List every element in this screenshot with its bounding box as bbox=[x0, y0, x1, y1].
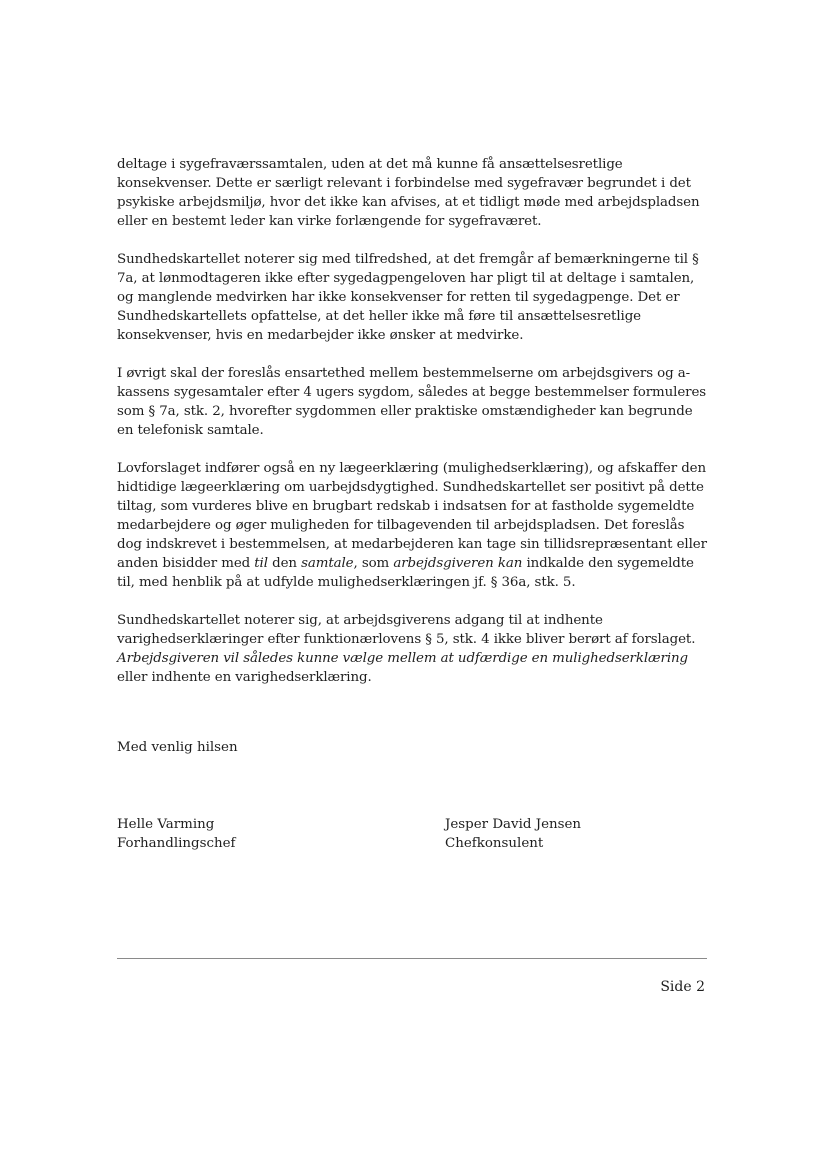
text-run: den bbox=[267, 556, 302, 571]
text-run: I øvrigt skal der foreslås ensartethed mellem bestemmelserne om arbejdsgivers og a-kassens sygesamtaler efter 4 ugers sygdom, således at begge bestemmelser formuleres som § 7a, stk. 2, hvorefter sygdommen eller praktiske omstændigheder kan begrunde en telefonisk samtale. bbox=[117, 366, 707, 438]
signature-block-left bbox=[117, 815, 235, 853]
signer-name: Jesper David Jensen bbox=[445, 817, 582, 832]
signature-block-right bbox=[445, 815, 581, 853]
italic-text-run: samtale bbox=[301, 556, 354, 571]
signer-title: Forhandlingschef bbox=[117, 836, 236, 851]
signer-name: Helle Varming bbox=[117, 817, 215, 832]
text-run: Sundhedskartellet noterer sig, at arbejdsgiverens adgang til at indhente varighedserklæringer efter funktionærlovens § 5, stk. 4 ikke bliver berørt af forslaget. bbox=[117, 613, 696, 647]
italic-text-run: Arbejdsgiveren vil således kunne vælge mellem at udfærdige en mulighedserklæring bbox=[117, 651, 689, 666]
italic-text-run: til bbox=[254, 556, 268, 571]
closing-greeting: Med venlig hilsen bbox=[117, 740, 238, 755]
paragraph-5 bbox=[117, 611, 709, 687]
paragraph-4 bbox=[117, 459, 709, 592]
text-run: deltage i sygefraværssamtalen, uden at det må kunne få ansættelsesretlige konsekvenser. Dette er særligt relevant i forbindelse med sygefravær begrundet i det psykiske arbejdsmiljø, hvor det ikke kan afvises, at et tidligt møde med arbejdspladsen eller en bestemt leder kan virke forlængende for sygefraværet. bbox=[117, 157, 700, 229]
text-run: Lovforslaget indfører også en ny lægeerklæring (mulighedserklæring), og afskaffer den hidtidige lægeerklæring om uarbejdsdygtighed. Sundhedskartellet ser positivt på dette tiltag, som vurderes blive en brugbart redskab i indsatsen for at fastholde sygemeldte medarbejdere og øger muligheden for tilbagevenden til arbejdspladsen. Det foreslås dog indskrevet i bestemmelsen, at medarbejderen kan tage sin tillidsrepræsentant eller anden bisidder med bbox=[117, 461, 707, 571]
letter-body bbox=[117, 155, 709, 706]
paragraph-3 bbox=[117, 364, 709, 440]
footer-divider bbox=[117, 958, 707, 959]
signer-title: Chefkonsulent bbox=[445, 836, 544, 851]
text-run: , som bbox=[353, 556, 394, 571]
text-run: Sundhedskartellet noterer sig med tilfredshed, at det fremgår af bemærkningerne til § 7a, at lønmodtageren ikke efter sygedagpengeloven har pligt til at deltage i samtalen, og manglende medvirken har ikke konsekvenser for retten til sygedagpenge. Det er Sundhedskartellets opfattelse, at det heller ikke må føre til ansættelsesretlige konsekvenser, hvis en medarbejder ikke ønsker at medvirke. bbox=[117, 252, 699, 343]
text-run: indkalde den sygemeldte til, med henblik på at udfylde mulighedserklæringen jf. § 36a, stk. 5. bbox=[117, 556, 694, 590]
italic-text-run: arbejdsgiveren kan bbox=[393, 556, 523, 571]
paragraph-1 bbox=[117, 155, 709, 231]
page-number: Side 2 bbox=[660, 979, 705, 995]
text-run: eller indhente en varighedserklæring. bbox=[117, 670, 372, 685]
paragraph-2 bbox=[117, 250, 709, 345]
